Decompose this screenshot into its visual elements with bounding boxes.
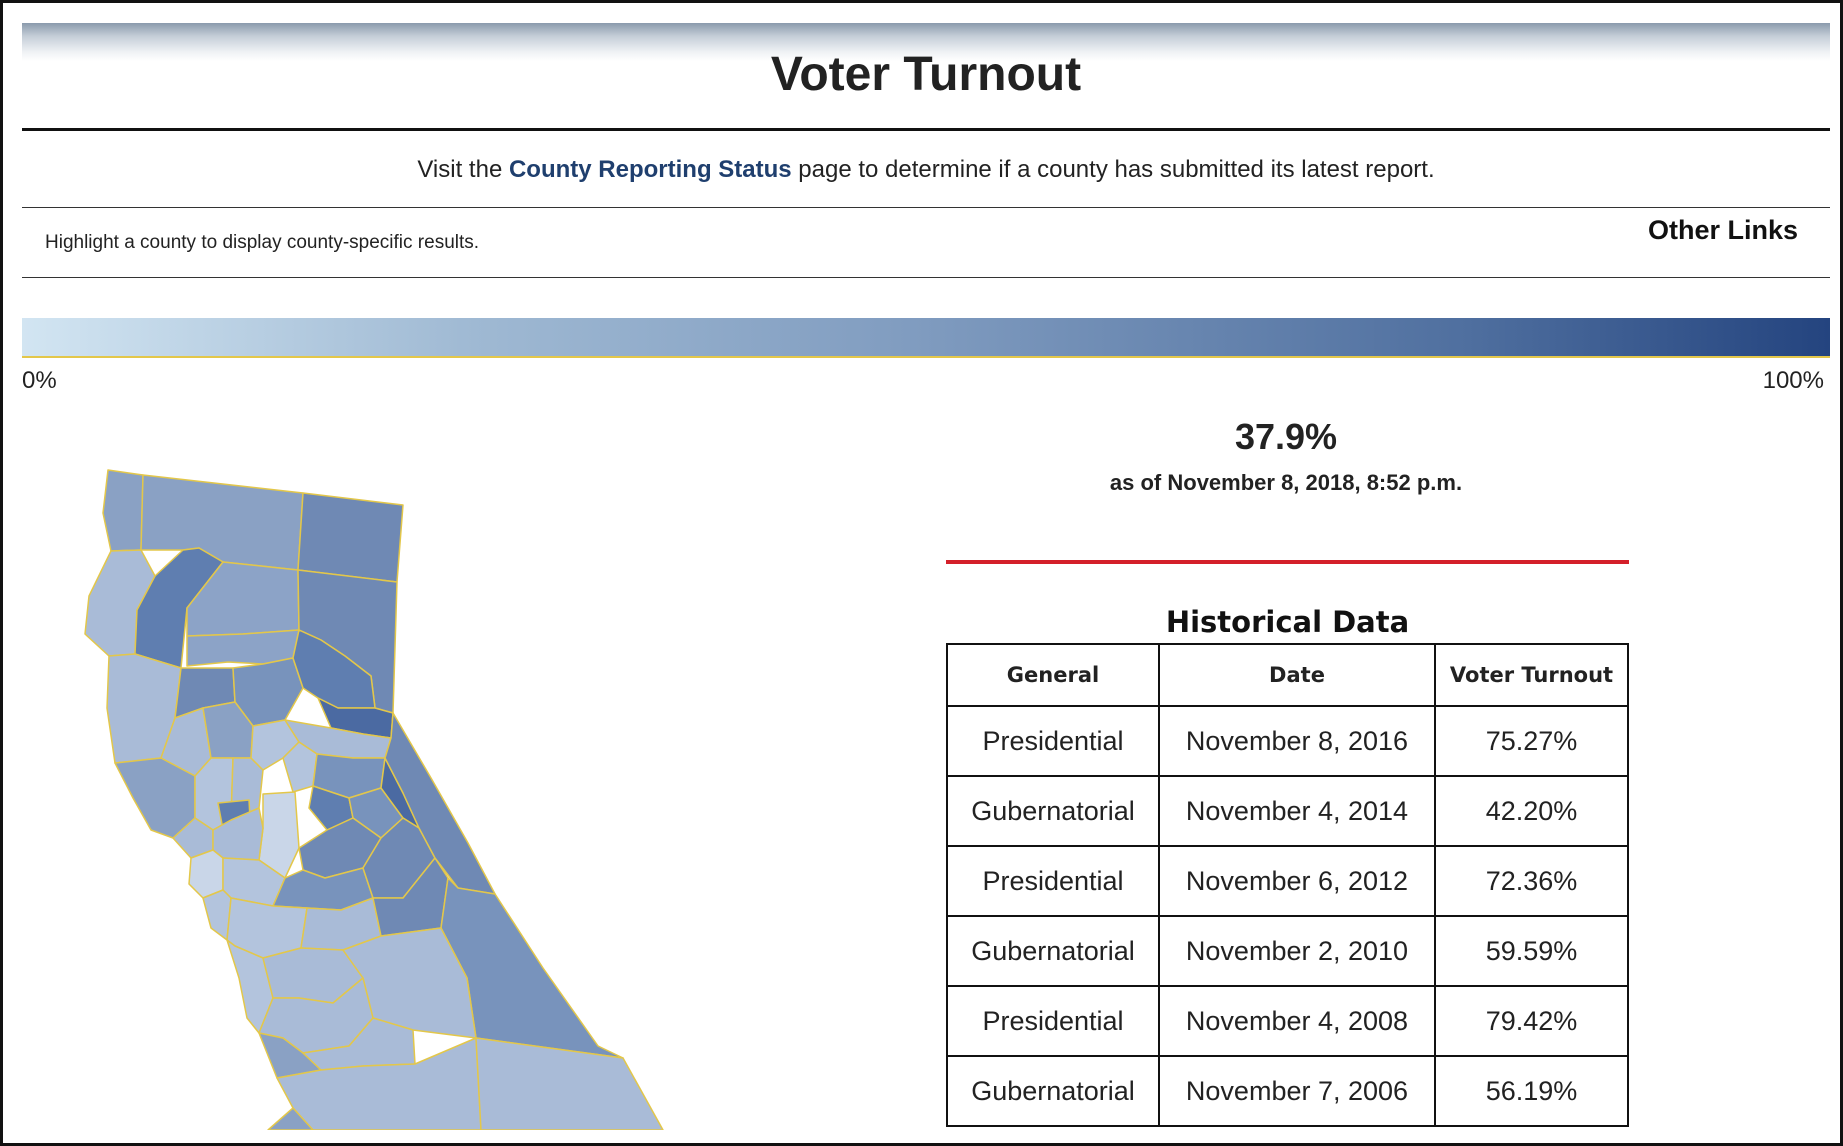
cell-election-type: Presidential — [947, 846, 1159, 916]
scale-max-label: 100% — [1762, 367, 1824, 394]
county-shape — [476, 1038, 663, 1130]
county-reporting-status-link[interactable]: County Reporting Status — [508, 156, 792, 183]
historical-data-title: Historical Data — [1165, 605, 1410, 639]
turnout-timestamp: as of November 8, 2018, 8:52 p.m. — [1109, 470, 1463, 495]
county-shape — [298, 493, 403, 582]
cell-turnout: 59.59% — [1435, 916, 1628, 986]
page-title: Voter Turnout — [770, 48, 1082, 101]
column-header-date: Date — [1159, 644, 1435, 706]
table-header-row — [947, 644, 1628, 706]
table-row — [947, 706, 1628, 776]
historical-data-table — [946, 643, 1629, 1127]
accent-divider — [946, 560, 1629, 564]
cell-turnout: 79.42% — [1435, 986, 1628, 1056]
cell-turnout: 72.36% — [1435, 846, 1628, 916]
title-divider — [22, 128, 1830, 131]
cell-turnout: 42.20% — [1435, 776, 1628, 846]
table-row — [947, 846, 1628, 916]
cell-election-type: Gubernatorial — [947, 916, 1159, 986]
table-row — [947, 986, 1628, 1056]
notice-suffix: page to determine if a county has submitted its latest report. — [791, 156, 1435, 183]
notice-divider — [22, 207, 1830, 208]
column-header-general: General — [947, 644, 1159, 706]
notice-prefix: Visit the — [417, 156, 509, 183]
column-header-voter-turnout: Voter Turnout — [1435, 644, 1628, 706]
table-row — [947, 776, 1628, 846]
reporting-notice — [22, 153, 1830, 187]
cell-date: November 4, 2014 — [1159, 776, 1435, 846]
hint-divider — [22, 277, 1830, 278]
cell-turnout: 75.27% — [1435, 706, 1628, 776]
county-shape — [203, 890, 231, 940]
cell-date: November 7, 2006 — [1159, 1056, 1435, 1126]
county-shape — [115, 758, 195, 838]
cell-election-type: Presidential — [947, 706, 1159, 776]
cell-turnout: 56.19% — [1435, 1056, 1628, 1126]
cell-election-type: Gubernatorial — [947, 1056, 1159, 1126]
cell-date: November 4, 2008 — [1159, 986, 1435, 1056]
cell-election-type: Presidential — [947, 986, 1159, 1056]
map-hint: Highlight a county to display county-specific results. — [45, 232, 480, 253]
table-row — [947, 916, 1628, 986]
current-turnout-value: 37.9% — [1234, 416, 1338, 457]
scale-min-label: 0% — [22, 367, 57, 394]
cell-date: November 8, 2016 — [1159, 706, 1435, 776]
county-shape — [141, 475, 303, 570]
cell-date: November 2, 2010 — [1159, 916, 1435, 986]
california-county-map[interactable] — [63, 458, 683, 1130]
turnout-color-scale — [22, 318, 1830, 358]
cell-election-type: Gubernatorial — [947, 776, 1159, 846]
other-links-button[interactable]: Other Links — [1647, 215, 1798, 245]
county-shape — [103, 470, 143, 551]
county-shape — [189, 850, 223, 898]
cell-date: November 6, 2012 — [1159, 846, 1435, 916]
table-row — [947, 1056, 1628, 1126]
